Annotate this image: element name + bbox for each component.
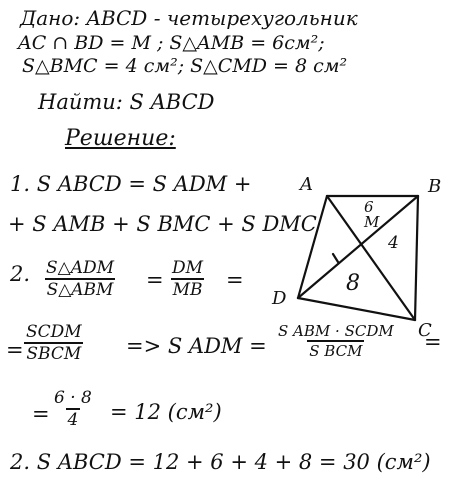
step2c-frac-den: 4	[67, 410, 79, 430]
step2-frac2-den: MB	[172, 280, 203, 300]
area-bmc-label: 4	[388, 233, 399, 253]
label-a: A	[300, 174, 313, 195]
step2b-implies: => S ADM =	[126, 334, 267, 358]
step2c-lead: =	[32, 402, 50, 426]
step2-frac1-num: S△ADM	[46, 258, 115, 278]
label-m: M	[364, 213, 380, 231]
step2-equals: =	[146, 268, 164, 292]
label-c: C	[418, 320, 432, 341]
label-d: D	[272, 288, 287, 309]
step2b-frac-den: SBCM	[26, 344, 82, 364]
solution-heading: Решение:	[65, 126, 176, 151]
final-line: 2. S ABCD = 12 + 6 + 4 + 8 = 30 (см²)	[10, 450, 431, 474]
step2-equals-2: =	[226, 268, 244, 292]
step2c-result: = 12 (см²)	[110, 400, 222, 424]
step2b-trail: =	[424, 330, 442, 354]
step1-line-1: 1. S ABCD = S ADM +	[10, 172, 252, 196]
side-bc	[415, 196, 418, 320]
find-line: Найти: S ABCD	[38, 90, 215, 114]
given-line-1: Дано: ABCD - четырехугольник	[20, 6, 358, 30]
side-cd	[298, 298, 415, 320]
given-line-3: S△BMC = 4 см²; S△CMD = 8 см²	[22, 55, 348, 77]
given-line-2: AC ∩ BD = M ; S△AMB = 6см²;	[18, 32, 325, 54]
step1-line-2: + S AMB + S BMC + S DMC	[8, 212, 317, 236]
tick-mark	[333, 254, 338, 262]
step2b-lead: =	[6, 338, 24, 362]
side-da	[298, 196, 327, 298]
step2b-frac2-num: S ABM · SCDM	[278, 322, 394, 340]
step2b-frac-num: SCDM	[26, 322, 82, 342]
step2-frac2-num: DM	[172, 258, 204, 278]
area-amb-label: 6	[364, 198, 374, 216]
step2-index: 2.	[10, 262, 31, 286]
step2c-frac-num: 6 · 8	[54, 388, 92, 408]
area-cmd-label: 8	[346, 271, 360, 296]
step2-frac1-den: S△ABM	[46, 280, 114, 300]
label-b: B	[428, 176, 442, 197]
step2b-frac2-den: S BCM	[309, 342, 363, 360]
